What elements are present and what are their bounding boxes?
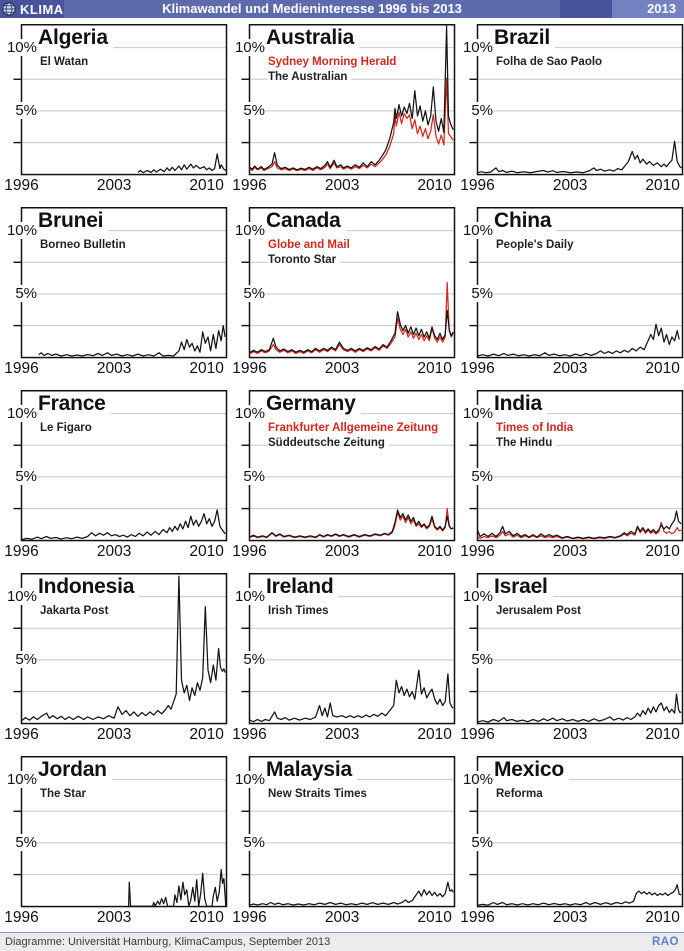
credit-text: Diagramme: Universität Hamburg, KlimaCampus, September 2013: [5, 936, 331, 948]
series-line: [478, 885, 682, 906]
newspaper-label: Globe and Mail: [268, 238, 354, 252]
newspaper-label: Irish Times: [268, 604, 333, 618]
series-line: [250, 283, 454, 355]
x-axis-label: 1996: [232, 909, 267, 926]
y-axis-label: 5%: [0, 651, 37, 668]
newspaper-label: Sydney Morning Herald: [268, 55, 400, 69]
y-axis-label: 5%: [456, 285, 493, 302]
x-axis-label: 2003: [324, 360, 360, 377]
y-axis-label: 10%: [228, 39, 265, 56]
y-axis-label: 5%: [228, 834, 265, 851]
y-axis-label: 10%: [456, 39, 493, 56]
series-line: [39, 326, 226, 356]
country-title: Canada: [266, 209, 346, 233]
series-line: [250, 310, 454, 352]
x-axis-label: 2003: [324, 543, 360, 560]
panel-jordan: [0, 756, 228, 939]
y-axis-label: 5%: [0, 285, 37, 302]
y-axis-label: 10%: [228, 405, 265, 422]
y-axis-label: 5%: [456, 834, 493, 851]
newspaper-label: Süddeutsche Zeitung: [268, 436, 389, 450]
x-axis-label: 2010: [417, 543, 452, 560]
panel-india: [456, 390, 684, 573]
country-title: Indonesia: [38, 575, 139, 599]
newspaper-label: Toronto Star: [268, 253, 340, 267]
x-axis-label: 1996: [460, 909, 495, 926]
country-title: France: [38, 392, 111, 416]
y-axis-label: 5%: [456, 468, 493, 485]
y-axis-label: 10%: [0, 588, 37, 605]
x-axis-label: 1996: [4, 177, 39, 194]
panel-algeria: [0, 24, 228, 207]
y-axis-label: 5%: [228, 102, 265, 119]
x-axis-label: 1996: [4, 543, 39, 560]
y-axis-label: 5%: [0, 834, 37, 851]
x-axis-label: 1996: [232, 177, 267, 194]
series-line: [250, 78, 454, 171]
x-axis-label: 1996: [232, 726, 267, 743]
x-axis-label: 2003: [552, 543, 588, 560]
y-axis-label: 5%: [0, 102, 37, 119]
y-axis-label: 10%: [0, 39, 37, 56]
newspaper-label: The Hindu: [496, 436, 556, 450]
country-title: Germany: [266, 392, 361, 416]
x-axis-label: 2003: [552, 177, 588, 194]
x-axis-label: 2003: [96, 726, 132, 743]
newspaper-label: Folha de Sao Paolo: [496, 55, 606, 69]
x-axis-label: 2003: [552, 909, 588, 926]
x-axis-label: 1996: [232, 543, 267, 560]
country-title: Malaysia: [266, 758, 357, 782]
y-axis-label: 5%: [456, 651, 493, 668]
y-axis-label: 10%: [456, 588, 493, 605]
x-axis-label: 2003: [96, 177, 132, 194]
panel-australia: [228, 24, 456, 207]
x-axis-label: 1996: [232, 360, 267, 377]
x-axis-label: 2010: [417, 726, 452, 743]
panel-malaysia: [228, 756, 456, 939]
y-axis-label: 10%: [228, 222, 265, 239]
x-axis-label: 2003: [552, 360, 588, 377]
x-axis-label: 1996: [4, 909, 39, 926]
x-axis-label: 1996: [4, 360, 39, 377]
x-axis-label: 2010: [189, 726, 224, 743]
y-axis-label: 10%: [0, 771, 37, 788]
series-line: [250, 670, 454, 722]
panel-france: [0, 390, 228, 573]
newspaper-label: New Straits Times: [268, 787, 371, 801]
header-spacer: [560, 0, 612, 18]
country-title: Brunei: [38, 209, 108, 233]
series-line: [138, 154, 226, 173]
newspaper-label: The Star: [40, 787, 90, 801]
panel-israel: [456, 573, 684, 756]
country-title: Jordan: [38, 758, 112, 782]
country-title: Australia: [266, 26, 359, 50]
x-axis-label: 2010: [189, 177, 224, 194]
newspaper-label: Frankfurter Allgemeine Zeitung: [268, 421, 442, 435]
x-axis-label: 2010: [417, 177, 452, 194]
newspaper-label: Jakarta Post: [40, 604, 112, 618]
country-title: India: [494, 392, 547, 416]
x-axis-label: 2003: [96, 360, 132, 377]
x-axis-label: 1996: [460, 726, 495, 743]
series-line: [22, 510, 226, 540]
x-axis-label: 2010: [189, 909, 224, 926]
country-title: Israel: [494, 575, 553, 599]
x-axis-label: 2010: [417, 360, 452, 377]
newspaper-label: Borneo Bulletin: [40, 238, 130, 252]
y-axis-label: 10%: [228, 771, 265, 788]
x-axis-label: 2003: [552, 726, 588, 743]
newspaper-label: Times of India: [496, 421, 577, 435]
header-title-band: [64, 0, 560, 18]
country-title: Mexico: [494, 758, 569, 782]
x-axis-label: 2010: [645, 177, 680, 194]
x-axis-label: 2010: [645, 360, 680, 377]
footer-bar: [0, 932, 684, 951]
header-bar: [0, 0, 684, 18]
x-axis-label: 2003: [324, 177, 360, 194]
globe-logo-icon: [2, 2, 16, 16]
y-axis-label: 10%: [456, 222, 493, 239]
y-axis-label: 5%: [0, 468, 37, 485]
x-axis-label: 2010: [645, 726, 680, 743]
y-axis-label: 5%: [228, 285, 265, 302]
series-line: [250, 510, 454, 537]
brand-label: KLIMA: [20, 1, 64, 17]
panel-china: [456, 207, 684, 390]
x-axis-label: 1996: [460, 543, 495, 560]
newspaper-label: People's Daily: [496, 238, 578, 252]
panel-germany: [228, 390, 456, 573]
series-line: [478, 141, 682, 172]
country-title: Ireland: [266, 575, 338, 599]
series-line: [478, 324, 680, 356]
y-axis-label: 10%: [228, 588, 265, 605]
y-axis-label: 5%: [456, 102, 493, 119]
page-title: Klimawandel und Medieninteresse 1996 bis 2013: [162, 1, 462, 16]
series-line: [250, 882, 454, 905]
footer-logo: RAO: [651, 936, 679, 948]
country-title: Brazil: [494, 26, 555, 50]
x-axis-label: 1996: [460, 360, 495, 377]
y-axis-label: 5%: [228, 651, 265, 668]
x-axis-label: 2010: [189, 360, 224, 377]
panel-ireland: [228, 573, 456, 756]
year-badge: 2013: [612, 0, 684, 18]
charts-grid: [0, 24, 684, 939]
x-axis-label: 2003: [324, 726, 360, 743]
panel-mexico: [456, 756, 684, 939]
newspaper-label: El Watan: [40, 55, 92, 69]
panel-brunei: [0, 207, 228, 390]
newspaper-label: Le Figaro: [40, 421, 96, 435]
x-axis-label: 2003: [324, 909, 360, 926]
y-axis-label: 10%: [456, 405, 493, 422]
country-title: Algeria: [38, 26, 113, 50]
x-axis-label: 1996: [460, 177, 495, 194]
x-axis-label: 2010: [645, 909, 680, 926]
y-axis-label: 10%: [0, 405, 37, 422]
x-axis-label: 2010: [417, 909, 452, 926]
series-line: [478, 694, 682, 722]
x-axis-label: 2003: [96, 543, 132, 560]
series-line: [478, 523, 682, 539]
panel-indonesia: [0, 573, 228, 756]
x-axis-label: 2003: [96, 909, 132, 926]
x-axis-label: 1996: [4, 726, 39, 743]
brand: [0, 0, 64, 18]
y-axis-label: 10%: [0, 222, 37, 239]
newspaper-label: Reforma: [496, 787, 547, 801]
newspaper-label: Jerusalem Post: [496, 604, 585, 618]
y-axis-label: 10%: [456, 771, 493, 788]
panel-brazil: [456, 24, 684, 207]
x-axis-label: 2010: [645, 543, 680, 560]
panel-canada: [228, 207, 456, 390]
newspaper-label: The Australian: [268, 70, 351, 84]
x-axis-label: 2010: [189, 543, 224, 560]
country-title: China: [494, 209, 556, 233]
y-axis-label: 5%: [228, 468, 265, 485]
